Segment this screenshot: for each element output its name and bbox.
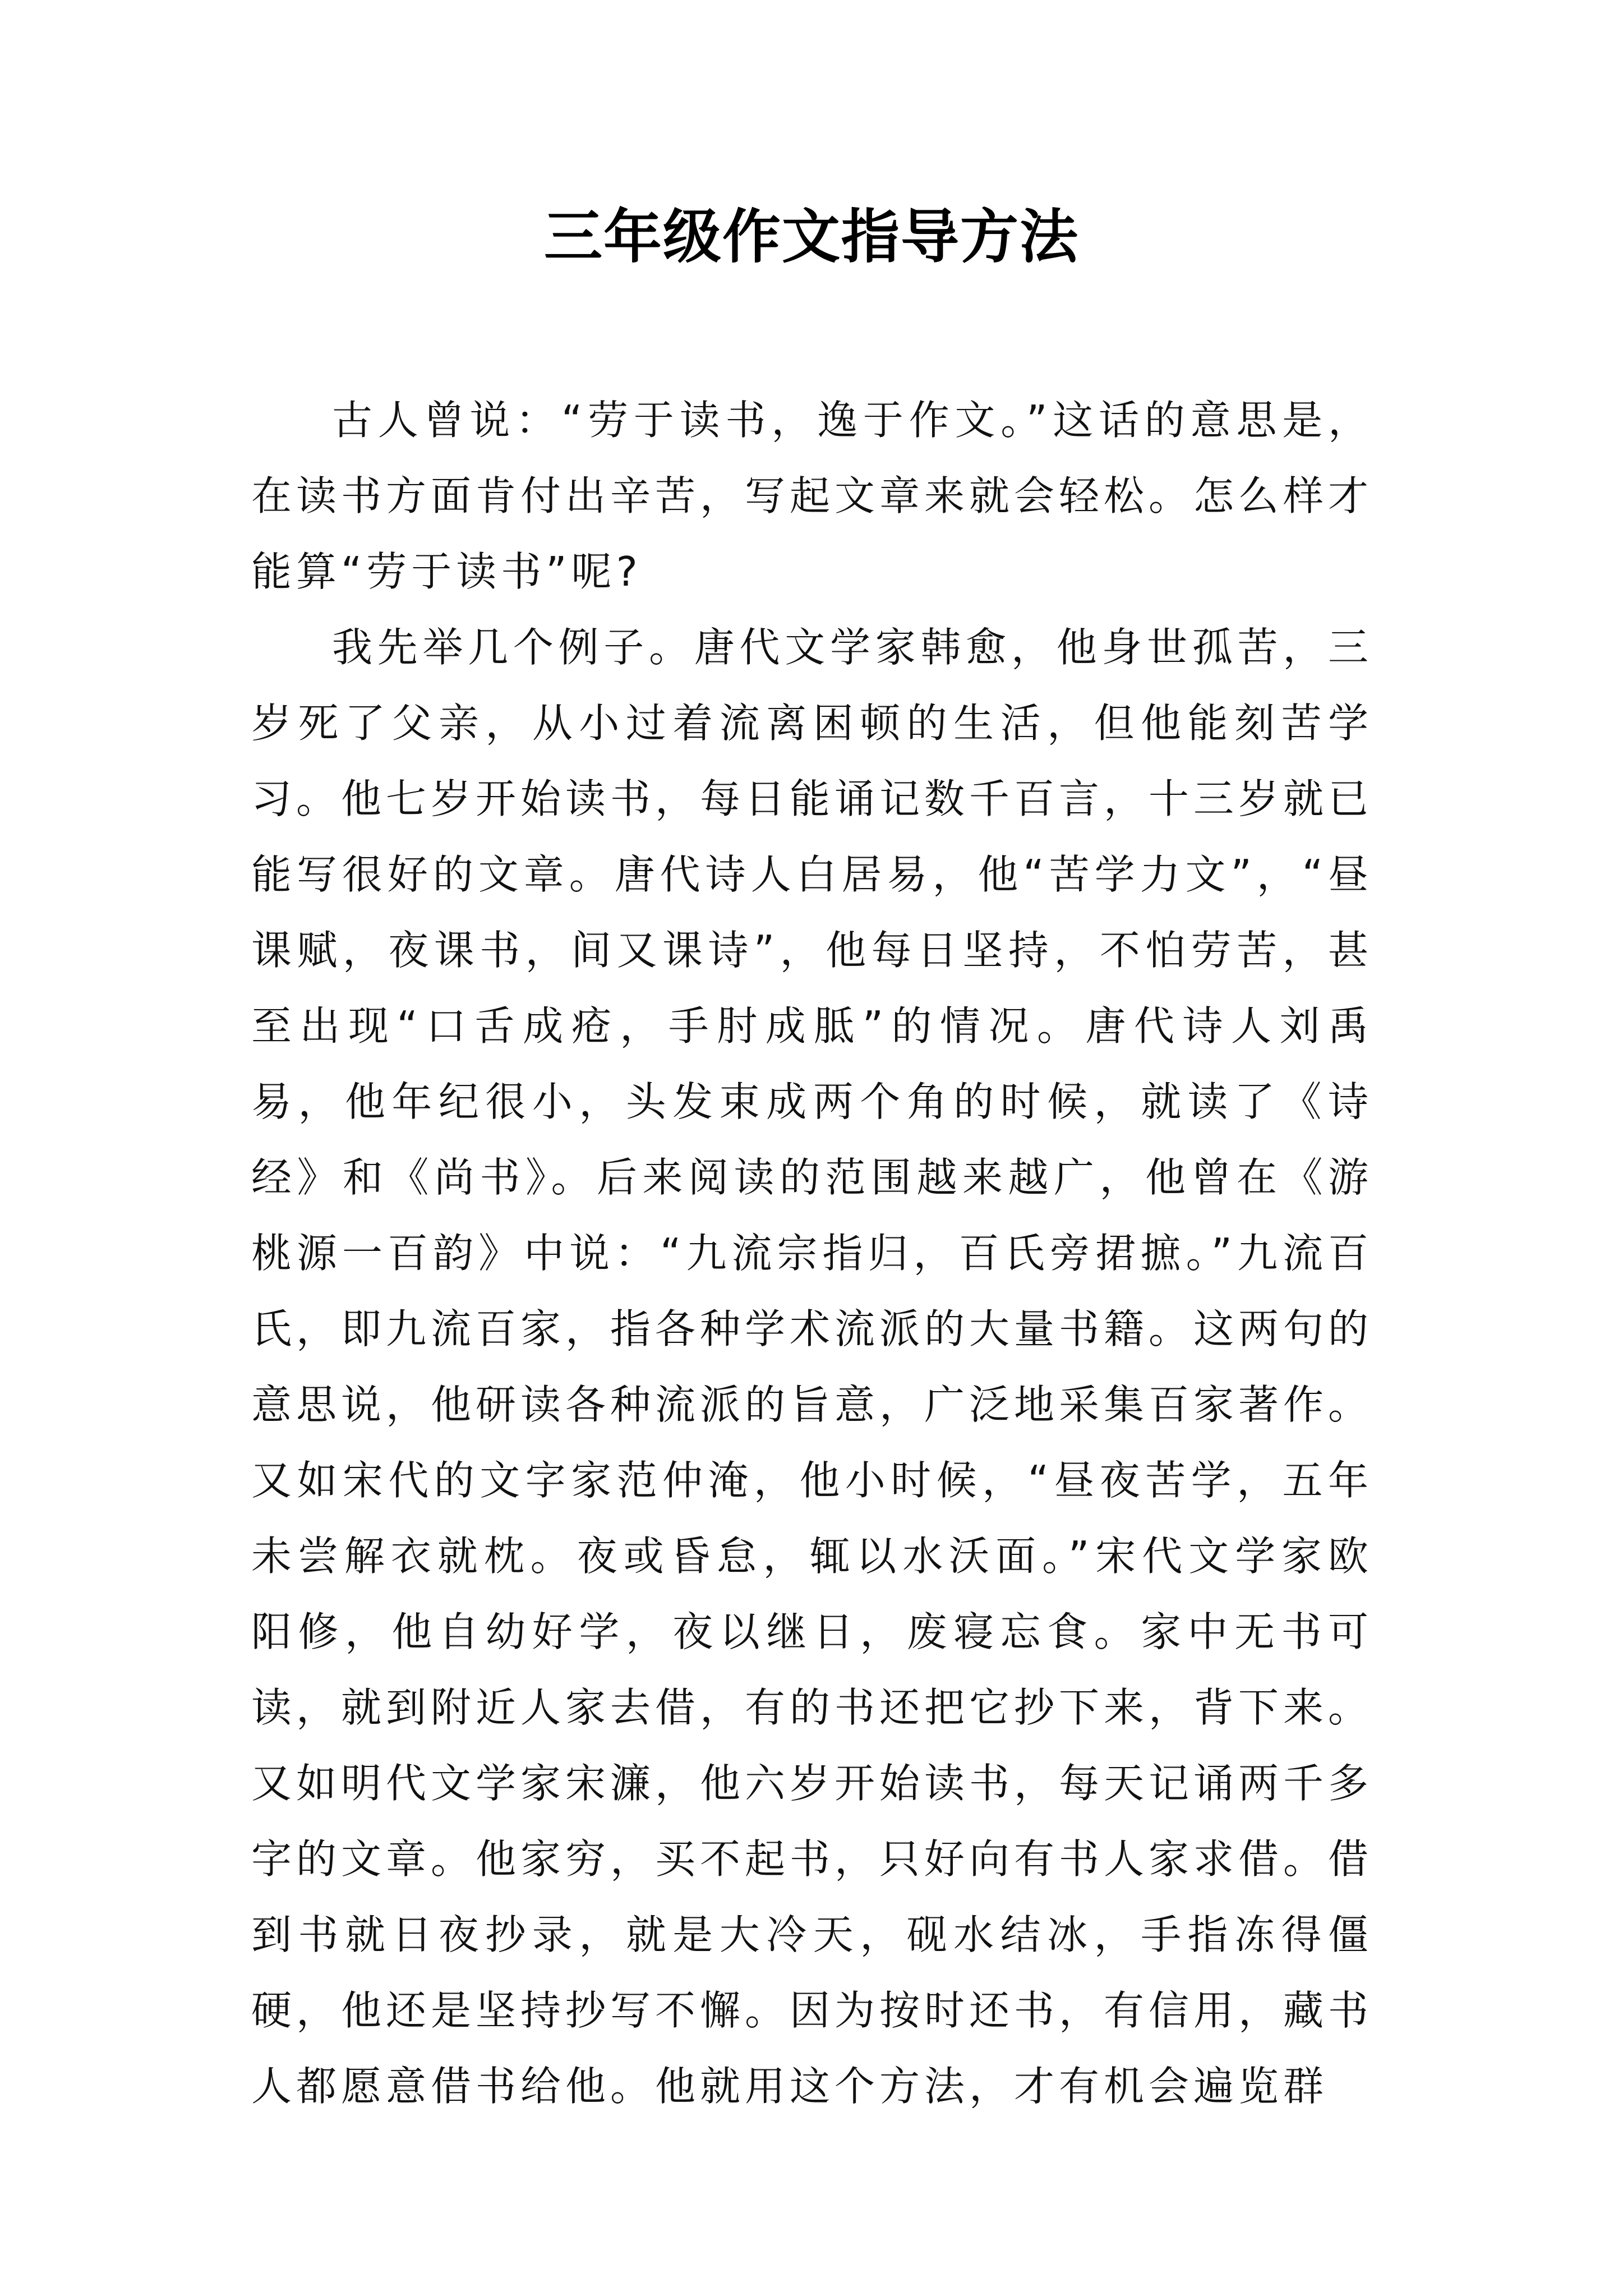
paragraph-1: 古人曾说：“劳于读书，逸于作文。”这话的意思是，在读书方面肯付出辛苦，写起文章来就会轻松。怎么样才能算“劳于读书”呢?: [251, 397, 1373, 595]
document-title: 三年级作文指导方法: [543, 202, 1079, 271]
document-body: [251, 383, 1373, 2124]
paragraph-2: 我先举几个例子。唐代文学家韩愈，他身世孤苦，三岁死了父亲，从小过着流离困顿的生活，但他能刻苦学习。他七岁开始读书，每日能诵记数千百言，十三岁就已能写很好的文章。唐代诗人白居易，他“苦学力文”，“昼课赋，夜课书，间又课诗”，他每日坚持，不怕劳苦，甚至出现“口舌成疮，手肘成胝”的情况。唐代诗人刘禹易，他年纪很小，头发束成两个角的时候，就读了《诗经》和《尚书》。后来阅读的范围越来越广，他曾在《游桃源一百韵》中说：“九流宗指归，百氏旁捃摭。”九流百氏，即九流百家，指各种学术流派的大量书籍。这两句的意思说，他研读各种流派的旨意，广泛地采集百家著作。又如宋代的文字家范仲淹，他小时候，“昼夜苦学，五年未尝解衣就枕。夜或昏怠，辄以水沃面。”宋代文学家欧阳修，他自幼好学，夜以继日，废寝忘食。家中无书可读，就到附近人家去借，有的书还把它抄下来，背下来。又如明代文学家宋濂，他六岁开始读书，每天记诵两千多字的文章。他家穷，买不起书，只好向有书人家求借。借到书就日夜抄录，就是大冷天，砚水结冰，手指冻得僵硬，他还是坚持抄写不懈。因为按时还书，有信用，藏书人都愿意借书给他。他就用这个方法，才有机会遍览群: [251, 624, 1373, 2110]
